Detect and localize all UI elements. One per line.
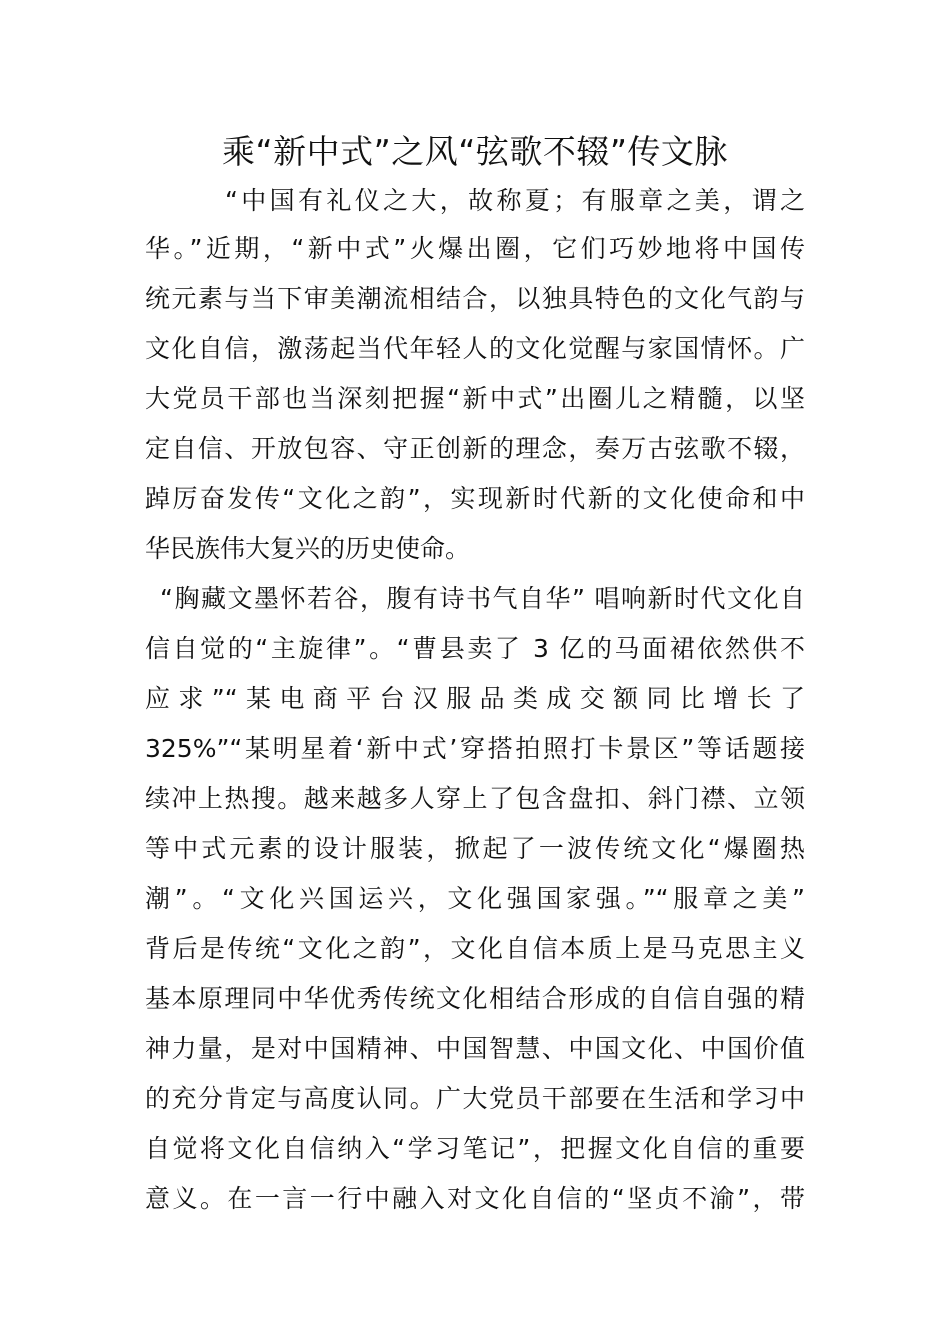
paragraph-line: 统元素与当下审美潮流相结合，以独具特色的文化气韵与 <box>145 284 805 313</box>
paragraph-line: 背后是传统“文化之韵”，文化自信本质上是马克思主义 <box>145 934 805 963</box>
paragraph-line: 华民族伟大复兴的历史使命。 <box>145 534 471 563</box>
paragraph-line: 踔厉奋发传“文化之韵”，实现新时代新的文化使命和中 <box>145 484 805 513</box>
paragraph-line: 325%”“某明星着‘新中式’穿搭拍照打卡景区”等话题接 <box>145 734 805 763</box>
paragraph-line: 等中式元素的设计服装，掀起了一波传统文化“爆圈热 <box>145 834 805 863</box>
paragraph-line: 应求”“某电商平台汉服品类成交额同比增长了 <box>145 684 805 713</box>
paragraph-line: 大党员干部也当深刻把握“新中式”出圈儿之精髓，以坚 <box>145 384 805 413</box>
paragraph-line: 意义。在一言一行中融入对文化自信的“坚贞不渝”，带 <box>145 1184 805 1213</box>
paragraph-line: 潮”。“文化兴国运兴，文化强国家强。”“服章之美” <box>145 884 805 913</box>
paragraph-line: 文化自信，激荡起当代年轻人的文化觉醒与家国情怀。广 <box>145 334 805 363</box>
paragraph-line: 定自信、开放包容、守正创新的理念，奏万古弦歌不辍， <box>145 434 805 463</box>
paragraph-line: “胸藏文墨怀若谷，腹有诗书气自华” 唱响新时代文化自 <box>160 584 805 613</box>
paragraph-line: 信自觉的“主旋律”。“曹县卖了 3 亿的马面裙依然供不 <box>145 634 805 663</box>
paragraph-line: 续冲上热搜。越来越多人穿上了包含盘扣、斜门襟、立领 <box>145 784 805 813</box>
paragraph-line: “中国有礼仪之大，故称夏；有服章之美，谓之 <box>225 186 805 215</box>
document-title: 乘“新中式”之风“弦歌不辍”传文脉 <box>222 132 728 171</box>
paragraph-line: 神力量，是对中国精神、中国智慧、中国文化、中国价值 <box>145 1034 805 1063</box>
paragraph-line: 华。”近期，“新中式”火爆出圈，它们巧妙地将中国传 <box>145 234 805 263</box>
paragraph-line: 的充分肯定与高度认同。广大党员干部要在生活和学习中 <box>145 1084 805 1113</box>
paragraph-line: 基本原理同中华优秀传统文化相结合形成的自信自强的精 <box>145 984 805 1013</box>
paragraph-line: 自觉将文化自信纳入“学习笔记”，把握文化自信的重要 <box>145 1134 805 1163</box>
